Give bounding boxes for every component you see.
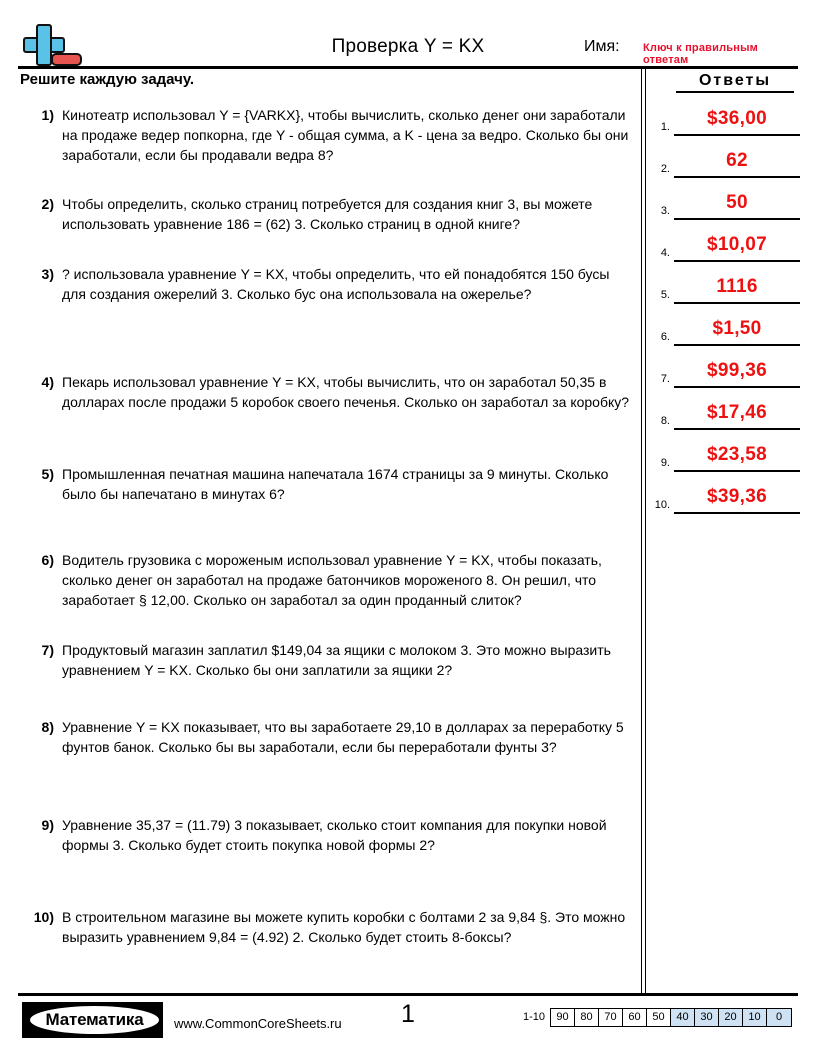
question-row — [22, 464, 632, 504]
answer-value: $1,50 — [712, 318, 762, 339]
question-number: 4) — [41, 374, 54, 390]
question-text: Кинотеатр использовал Y = {VARKX}, чтобы вычислить, сколько денег они заработали на продаже ведер попкорна, где Y - общая сумма, а K - цена за ведро. Сколько бы они заработали, если бы продавали ведра 8? — [62, 107, 629, 163]
answer-blank-line — [674, 512, 800, 514]
brand-label: Математика — [45, 1010, 144, 1029]
answer-blank-line — [674, 302, 800, 304]
name-label: Имя: — [584, 38, 620, 55]
answer-value: 1116 — [716, 276, 758, 297]
answer-row — [648, 272, 806, 310]
answer-row — [648, 482, 806, 520]
answer-number: 4. — [660, 247, 670, 259]
score-cell[interactable]: 60 — [623, 1009, 647, 1026]
answers-heading: Ответы — [676, 72, 794, 93]
question-number: 2) — [41, 196, 54, 212]
answer-row — [648, 314, 806, 352]
answer-value: $17,46 — [707, 402, 767, 423]
page-title: Проверка Y = KX — [331, 36, 485, 57]
question-text: Продуктовый магазин заплатил $149,04 за ящики с молоком 3. Это можно выразить уравнением Y = KX. Сколько бы они заплатили за ящики 2? — [62, 642, 611, 678]
question-row — [22, 264, 632, 304]
answer-row — [648, 104, 806, 142]
question-row — [22, 194, 632, 234]
score-cell[interactable]: 30 — [695, 1009, 719, 1026]
answer-value: $36,00 — [707, 108, 767, 129]
question-row — [22, 105, 632, 165]
question-text: Чтобы определить, сколько страниц потребуется для создания книг 3, вы можете использовать уравнение 186 = (62) 3. Сколько страниц в одной книге? — [62, 196, 593, 232]
question-text: ? использовала уравнение Y = KX, чтобы определить, что ей понадобятся 150 бусы для создания ожерелий 3. Сколько бус она использовала на ожерелье? — [62, 266, 610, 302]
question-text: Водитель грузовика с мороженым использовал уравнение Y = KX, чтобы показать, сколько денег он заработал на продаже батончиков мороженого 8. Он решил, что заработает § 12,00. Сколько он заработал за один проданный слиток? — [62, 552, 602, 608]
question-row — [22, 372, 632, 412]
answer-number: 1. — [660, 121, 670, 133]
answer-value: 62 — [726, 150, 748, 171]
answer-value: $10,07 — [707, 234, 767, 255]
question-text: Пекарь использовал уравнение Y = KX, чтобы вычислить, что он заработал 50,35 в долларах после продажи 5 коробок своего печенья. Сколько он заработал за коробку? — [62, 374, 630, 410]
header-divider-rule — [18, 66, 798, 69]
answer-number: 9. — [660, 457, 670, 469]
answer-row — [648, 356, 806, 394]
answer-number: 6. — [660, 331, 670, 343]
question-number: 1) — [41, 107, 54, 123]
answer-blank-line — [674, 344, 800, 346]
question-row — [22, 717, 632, 757]
answer-row — [648, 146, 806, 184]
answer-key-badge: Ключ к правильным ответам — [643, 42, 759, 66]
answer-value: $23,58 — [707, 444, 767, 465]
score-cell[interactable]: 80 — [575, 1009, 599, 1026]
answer-blank-line — [674, 218, 800, 220]
answer-number: 5. — [660, 289, 670, 301]
question-number: 10) — [33, 909, 54, 925]
score-cells — [550, 1008, 792, 1027]
answer-value: $39,36 — [707, 486, 767, 507]
answer-value: 50 — [726, 192, 748, 213]
question-number: 9) — [41, 817, 54, 833]
answer-blank-line — [674, 176, 800, 178]
page-number: 1 — [401, 1000, 415, 1028]
column-divider — [641, 68, 646, 993]
question-row — [22, 907, 632, 947]
score-cell[interactable]: 20 — [719, 1009, 743, 1026]
question-row — [22, 815, 632, 855]
score-cell[interactable]: 0 — [767, 1009, 791, 1026]
score-cell[interactable]: 10 — [743, 1009, 767, 1026]
score-cell[interactable]: 70 — [599, 1009, 623, 1026]
question-number: 5) — [41, 466, 54, 482]
question-number: 8) — [41, 719, 54, 735]
answer-number: 10. — [654, 499, 670, 511]
question-number: 6) — [41, 552, 54, 568]
score-strip — [523, 1008, 792, 1027]
question-text: Уравнение Y = KX показывает, что вы заработаете 29,10 в долларах за переработку 5 фунтов банок. Сколько бы вы заработали, если бы переработали фунты 3? — [62, 719, 624, 755]
answer-blank-line — [674, 386, 800, 388]
answer-blank-line — [674, 470, 800, 472]
answer-row — [648, 188, 806, 226]
score-cell[interactable]: 90 — [551, 1009, 575, 1026]
question-text: Промышленная печатная машина напечатала 1674 страницы за 9 минуты. Сколько было бы напечатано в минутах 6? — [62, 466, 609, 502]
answer-blank-line — [674, 260, 800, 262]
answer-value: $99,36 — [707, 360, 767, 381]
answer-number: 3. — [660, 205, 670, 217]
score-cell[interactable]: 40 — [671, 1009, 695, 1026]
score-range-label: 1-10 — [523, 1011, 546, 1023]
answer-number: 2. — [660, 163, 670, 175]
question-text: В строительном магазине вы можете купить коробки с болтами 2 за 9,84 §. Это можно выразить уравнением 9,84 = (4.92) 2. Сколько будет стоить 8-боксы? — [62, 909, 626, 945]
site-url: www.CommonCoreSheets.ru — [174, 1016, 342, 1031]
instruction-text: Решите каждую задачу. — [20, 71, 195, 88]
question-number: 3) — [41, 266, 54, 282]
answer-row — [648, 440, 806, 478]
question-row — [22, 550, 632, 610]
score-cell[interactable]: 50 — [647, 1009, 671, 1026]
page-header — [18, 22, 798, 68]
page-footer — [18, 996, 798, 1044]
answer-row — [648, 398, 806, 436]
answer-blank-line — [674, 134, 800, 136]
question-text: Уравнение 35,37 = (11.79) 3 показывает, сколько стоит компания для покупки новой формы 3. Сколько будет стоить покупка новой формы 2? — [62, 817, 607, 853]
question-row — [22, 640, 632, 680]
answer-number: 8. — [660, 415, 670, 427]
answer-blank-line — [674, 428, 800, 430]
answer-row — [648, 230, 806, 268]
question-number: 7) — [41, 642, 54, 658]
answer-number: 7. — [660, 373, 670, 385]
